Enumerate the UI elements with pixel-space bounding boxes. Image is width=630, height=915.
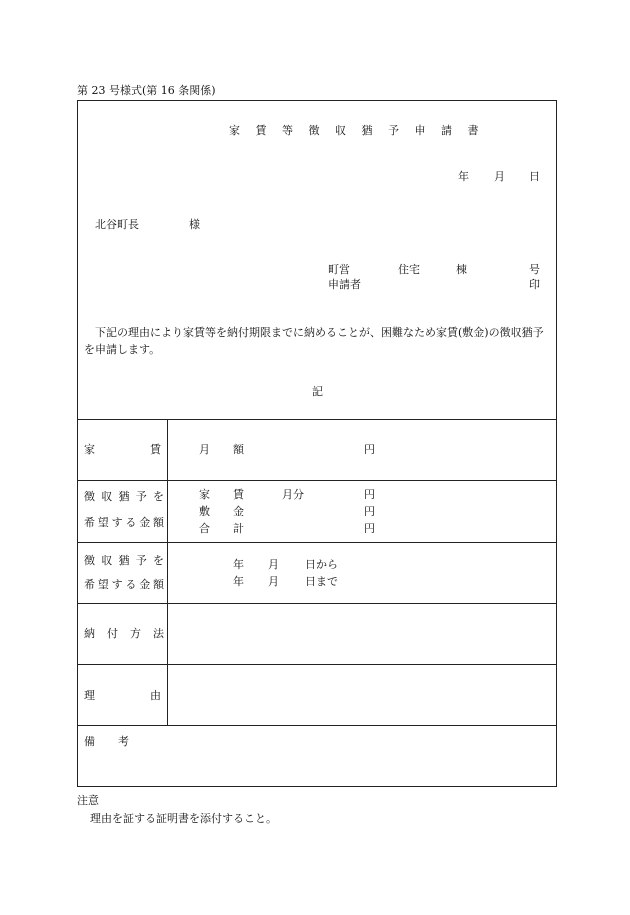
amount-label-line1 <box>84 490 164 504</box>
divider-payment <box>77 603 557 604</box>
amount-months: 月分 <box>282 488 304 501</box>
period-end-day: 日まで <box>305 575 338 588</box>
divider-remarks <box>77 725 557 726</box>
form-frame <box>77 100 557 787</box>
label-char: 金 <box>139 516 151 529</box>
period-start-year: 年 <box>233 558 244 571</box>
period-label-line2 <box>84 578 164 592</box>
label-char: 額 <box>152 516 164 529</box>
divider-amount <box>77 480 557 481</box>
housing-label: 住宅 <box>398 263 420 276</box>
notes-heading: 注意 <box>77 794 99 807</box>
period-start-day: 日から <box>305 558 338 571</box>
notes-text: 理由を証する証明書を添付すること。 <box>90 812 277 825</box>
period-end-month: 月 <box>268 575 279 588</box>
amount-yen-deposit: 円 <box>364 505 375 518</box>
label-char: 徴 <box>84 554 95 567</box>
amount-deposit-a: 敷 <box>199 505 210 518</box>
payment-method-label <box>84 627 164 641</box>
label-char: 望 <box>97 578 109 591</box>
amount-total-a: 合 <box>199 522 210 535</box>
label-char: 付 <box>107 627 118 640</box>
date-day: 日 <box>529 170 540 183</box>
label-char: 方 <box>130 627 141 640</box>
divider-rent <box>77 419 557 420</box>
label-column-divider <box>167 419 168 725</box>
label-char: 猶 <box>118 490 130 503</box>
amount-yen-total: 円 <box>364 522 375 535</box>
label-char: 予 <box>135 490 147 503</box>
label-char: 徴 <box>84 490 95 503</box>
label-char: を <box>153 490 164 503</box>
amount-deposit-b: 金 <box>233 505 244 518</box>
period-label-line1 <box>84 554 164 568</box>
period-end-year: 年 <box>233 575 244 588</box>
room-number-label: 号 <box>529 263 540 276</box>
date-year: 年 <box>458 170 469 183</box>
amount-total-b: 計 <box>233 522 244 535</box>
label-char: 希 <box>84 516 95 529</box>
divider-reason <box>77 664 557 665</box>
label-char: す <box>111 516 123 529</box>
amount-label-line2 <box>84 516 164 530</box>
form-title: 家 賃 等 徴 収 猶 予 申 請 書 <box>229 124 485 137</box>
label-char: 収 <box>101 490 113 503</box>
amount-rent-a: 家 <box>199 488 210 501</box>
addressee-name: 北谷町長 <box>95 218 139 231</box>
reason-label-a: 理 <box>84 689 95 702</box>
divider-period <box>77 542 557 543</box>
town-housing-label: 町営 <box>328 263 350 276</box>
label-char: 予 <box>135 554 147 567</box>
remarks-label-b: 考 <box>118 735 129 748</box>
amount-rent-b: 賃 <box>233 488 244 501</box>
rent-label-b: 賃 <box>150 443 161 456</box>
label-char: る <box>125 516 137 529</box>
remarks-label-a: 備 <box>84 735 95 748</box>
reason-label-b: 由 <box>150 689 161 702</box>
label-char: 金 <box>139 578 151 591</box>
amount-yen-rent: 円 <box>364 488 375 501</box>
label-char: る <box>125 578 137 591</box>
label-char: 猶 <box>118 554 130 567</box>
label-char: 望 <box>97 516 109 529</box>
rent-label-a: 家 <box>84 443 95 456</box>
label-char: 額 <box>152 578 164 591</box>
addressee-honorific: 様 <box>189 218 200 231</box>
period-start-month: 月 <box>268 558 279 571</box>
rent-yen: 円 <box>364 443 375 456</box>
monthly-label-a: 月 <box>199 443 210 456</box>
monthly-label-b: 額 <box>233 443 244 456</box>
building-label: 棟 <box>456 263 467 276</box>
date-month: 月 <box>494 170 505 183</box>
label-char: 納 <box>84 627 95 640</box>
applicant-label: 申請者 <box>328 278 361 291</box>
label-char: 希 <box>84 578 95 591</box>
form-number: 第 23 号様式(第 16 条関係) <box>77 84 216 97</box>
application-statement: 下記の理由により家賃等を納付期限までに納めることが、困難なため家賃(敷金)の徴収猶予を申請します。 <box>84 326 544 356</box>
label-char: 収 <box>101 554 113 567</box>
label-char: 法 <box>153 627 164 640</box>
seal-label: 印 <box>529 278 540 291</box>
label-char: す <box>111 578 123 591</box>
label-char: を <box>153 554 164 567</box>
ki-label: 記 <box>312 385 323 398</box>
